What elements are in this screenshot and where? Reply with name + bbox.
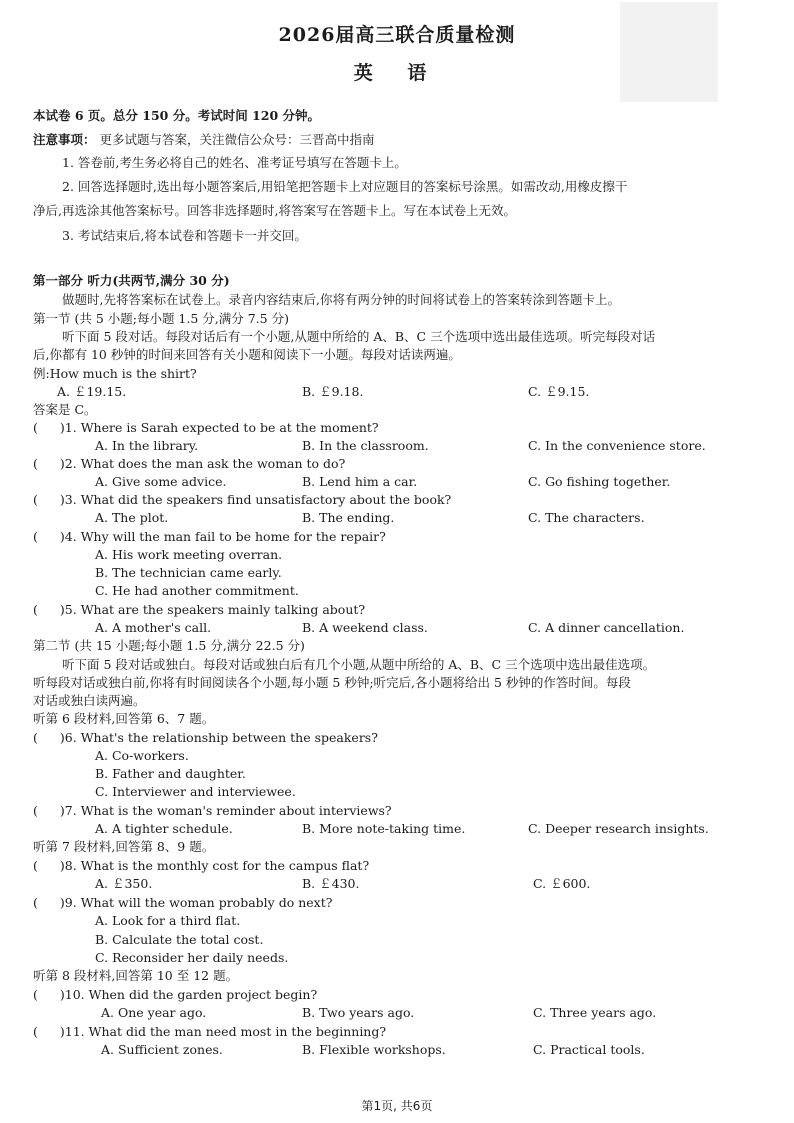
part1-heading: 第一部分 听力(共两节,满分 30 分) — [33, 273, 230, 288]
q2-option-c: C. Go fishing together. — [528, 474, 671, 489]
q11-option-b: B. Flexible workshops. — [302, 1042, 446, 1057]
question-10: ( )10. When did the garden project begin? — [33, 987, 318, 1002]
section1-inst-b: 后,你都有 10 秒钟的时间来回答有关小题和阅读下一小题。每段对话读两遍。 — [33, 347, 461, 362]
rule-2a: 2. 回答选择题时,选出每小题答案后,用铅笔把答题卡上对应题目的答案标号涂黑。如需改动,用橡皮擦干 — [62, 179, 628, 194]
part1-instruction: 做题时,先将答案标在试卷上。录音内容结束后,你将有两分钟的时间将试卷上的答案转涂到答题卡上。 — [62, 292, 620, 307]
q8-option-a: A. ￡350. — [95, 876, 153, 891]
question-text: What will the woman probably do next? — [80, 895, 333, 910]
example-option-a: A. ￡19.15. — [57, 384, 127, 399]
q1-option-a: A. In the library. — [95, 438, 199, 453]
q1-option-c: C. In the convenience store. — [528, 438, 706, 453]
q3-option-c: C. The characters. — [528, 510, 645, 525]
question-text: What is the woman's reminder about interviews? — [80, 803, 392, 818]
q11-option-c: C. Practical tools. — [533, 1042, 645, 1057]
q9-option-a: A. Look for a third flat. — [95, 913, 241, 928]
question-8: ( )8. What is the monthly cost for the campus flat? — [33, 858, 370, 873]
page-number: 第1页, 共6页 — [361, 1099, 433, 1113]
q10-option-c: C. Three years ago. — [533, 1005, 657, 1020]
watermark-patch — [620, 2, 718, 102]
section2-inst-b: 听每段对话或独白前,你将有时间阅读各个小题,每小题 5 秒钟;听完后,各小题将给出 5 秒钟的作答时间。每段 — [33, 675, 631, 690]
question-11: ( )11. What did the man need most in the beginning? — [33, 1024, 387, 1039]
q9-option-b: B. Calculate the total cost. — [95, 932, 264, 947]
subject-title: 英 语 — [353, 62, 441, 84]
question-text: What are the speakers mainly talking about? — [80, 602, 366, 617]
q4-option-a: A. His work meeting overran. — [95, 547, 283, 562]
material-7-label: 听第 7 段材料,回答第 8、9 题。 — [33, 839, 215, 854]
exam-title: 2026届高三联合质量检测 — [278, 24, 516, 46]
answer-paren: ( — [33, 987, 38, 1002]
answer-paren: ( — [33, 420, 38, 435]
notice-text: 更多试题与答案，关注微信公众号：三晋高中指南 — [99, 132, 375, 147]
answer-paren: ( — [33, 803, 38, 818]
question-text: Where is Sarah expected to be at the moment? — [80, 420, 379, 435]
question-text: What's the relationship between the speakers? — [80, 730, 378, 745]
q7-option-b: B. More note-taking time. — [302, 821, 466, 836]
material-6-label: 听第 6 段材料,回答第 6、7 题。 — [33, 711, 215, 726]
question-3: ( )3. What did the speakers find unsatisfactory about the book? — [33, 492, 452, 507]
q7-option-a: A. A tighter schedule. — [95, 821, 233, 836]
example-answer: 答案是 C。 — [33, 402, 97, 417]
q11-option-a: A. Sufficient zones. — [101, 1042, 223, 1057]
question-text: Why will the man fail to be home for the repair? — [80, 529, 386, 544]
question-9: ( )9. What will the woman probably do next? — [33, 895, 333, 910]
question-4: ( )4. Why will the man fail to be home for the repair? — [33, 529, 386, 544]
question-text: What is the monthly cost for the campus flat? — [80, 858, 370, 873]
material-8-label: 听第 8 段材料,回答第 10 至 12 题。 — [33, 968, 239, 983]
answer-paren: ( — [33, 1024, 38, 1039]
answer-paren: ( — [33, 456, 38, 471]
exam-info: 本试卷 6 页。总分 150 分。考试时间 120 分钟。 — [33, 108, 320, 123]
q8-option-b: B. ￡430. — [302, 876, 360, 891]
answer-paren: ( — [33, 895, 38, 910]
q5-option-b: B. A weekend class. — [302, 620, 428, 635]
q1-option-b: B. In the classroom. — [302, 438, 429, 453]
question-5: ( )5. What are the speakers mainly talking about? — [33, 602, 366, 617]
q3-option-b: B. The ending. — [302, 510, 395, 525]
rule-1: 1. 答卷前,考生务必将自己的姓名、准考证号填写在答题卡上。 — [62, 155, 407, 170]
answer-paren: ( — [33, 492, 38, 507]
q9-option-c: C. Reconsider her daily needs. — [95, 950, 289, 965]
example-option-b: B. ￡9.18. — [302, 384, 364, 399]
section2-inst-c: 对话或独白读两遍。 — [33, 693, 146, 708]
question-text: What did the speakers find unsatisfactory about the book? — [80, 492, 452, 507]
question-text: What did the man need most in the beginning? — [88, 1024, 387, 1039]
answer-paren: ( — [33, 602, 38, 617]
question-2: ( )2. What does the man ask the woman to do? — [33, 456, 346, 471]
rule-3: 3. 考试结束后,将本试卷和答题卡一并交回。 — [62, 228, 307, 243]
answer-paren: ( — [33, 730, 38, 745]
rule-2b: 净后,再选涂其他答案标号。回答非选择题时,将答案写在答题卡上。写在本试卷上无效。 — [33, 203, 516, 218]
q5-option-c: C. A dinner cancellation. — [528, 620, 685, 635]
q8-option-c: C. ￡600. — [533, 876, 591, 891]
q6-option-c: C. Interviewer and interviewee. — [95, 784, 296, 799]
q6-option-a: A. Co-workers. — [95, 748, 189, 763]
section2-heading: 第二节 (共 15 小题;每小题 1.5 分,满分 22.5 分) — [33, 638, 305, 653]
q2-option-b: B. Lend him a car. — [302, 474, 418, 489]
section2-inst-a: 听下面 5 段对话或独白。每段对话或独白后有几个小题,从题中所给的 A、B、C 三个选项中选出最佳选项。 — [62, 657, 656, 672]
q10-option-b: B. Two years ago. — [302, 1005, 415, 1020]
q4-option-c: C. He had another commitment. — [95, 583, 299, 598]
question-text: What does the man ask the woman to do? — [80, 456, 346, 471]
q3-option-a: A. The plot. — [95, 510, 169, 525]
answer-paren: ( — [33, 858, 38, 873]
example-option-c: C. ￡9.15. — [528, 384, 590, 399]
question-7: ( )7. What is the woman's reminder about interviews? — [33, 803, 392, 818]
q7-option-c: C. Deeper research insights. — [528, 821, 709, 836]
question-6: ( )6. What's the relationship between the speakers? — [33, 730, 378, 745]
q10-option-a: A. One year ago. — [101, 1005, 207, 1020]
section1-inst-a: 听下面 5 段对话。每段对话后有一个小题,从题中所给的 A、B、C 三个选项中选出最佳选项。听完每段对话 — [62, 329, 656, 344]
example-question: 例:How much is the shirt? — [33, 366, 197, 381]
notice-label: 注意事项： — [33, 132, 96, 147]
question-text: When did the garden project begin? — [88, 987, 318, 1002]
q2-option-a: A. Give some advice. — [95, 474, 227, 489]
section1-heading: 第一节 (共 5 小题;每小题 1.5 分,满分 7.5 分) — [33, 311, 289, 326]
q4-option-b: B. The technician came early. — [95, 565, 282, 580]
answer-paren: ( — [33, 529, 38, 544]
q5-option-a: A. A mother's call. — [95, 620, 212, 635]
q6-option-b: B. Father and daughter. — [95, 766, 246, 781]
notice-line — [33, 132, 375, 148]
question-1: ( )1. Where is Sarah expected to be at the moment? — [33, 420, 379, 435]
